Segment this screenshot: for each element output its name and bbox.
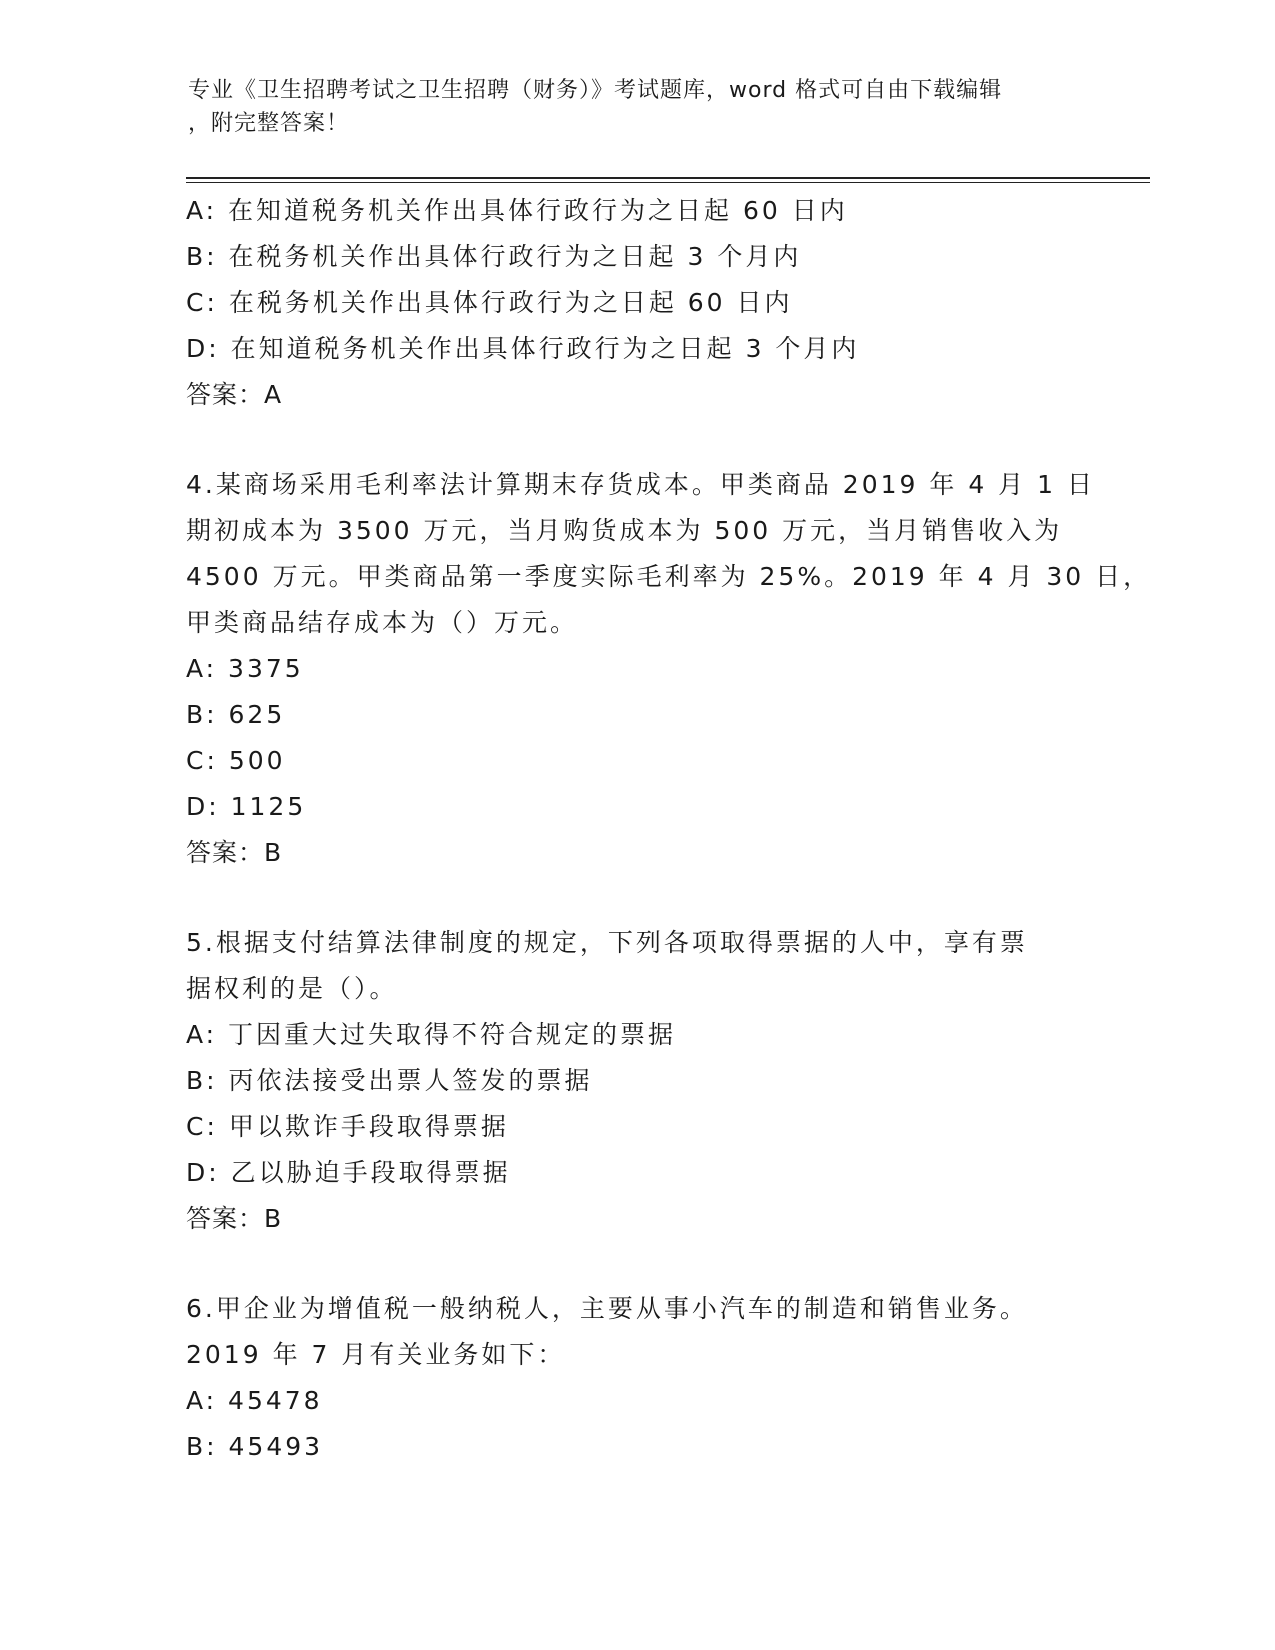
- header-line-1: 专业《卫生招聘考试之卫生招聘（财务）》考试题库，word 格式可自由下载编辑: [188, 78, 1003, 103]
- answer: 答案：A: [186, 380, 283, 409]
- question-text-line: 4500 万元。甲类商品第一季度实际毛利率为 25%。2019 年 4 月 30 日，: [186, 562, 1152, 591]
- question-text-line: 期初成本为 3500 万元，当月购货成本为 500 万元，当月销售收入为: [186, 516, 1063, 545]
- question-4: [186, 462, 1152, 876]
- option-b: B: 45493: [186, 1432, 324, 1461]
- option-b: B: 丙依法接受出票人签发的票据: [186, 1066, 593, 1095]
- question-3: [186, 188, 1086, 418]
- question-6: [186, 1286, 1086, 1470]
- option-d: D: 1125: [186, 792, 307, 821]
- option-d: D: 乙以胁迫手段取得票据: [186, 1158, 511, 1187]
- question-text-line: 甲类商品结存成本为（）万元。: [186, 608, 579, 637]
- option-a: A: 丁因重大过失取得不符合规定的票据: [186, 1020, 677, 1049]
- option-c: C: 在税务机关作出具体行政行为之日起 60 日内: [186, 288, 793, 317]
- option-d: D: 在知道税务机关作出具体行政行为之日起 3 个月内: [186, 334, 860, 363]
- option-c: C: 甲以欺诈手段取得票据: [186, 1112, 509, 1141]
- option-a: A: 3375: [186, 654, 304, 683]
- option-b: B: 625: [186, 700, 286, 729]
- question-text-line: 5.根据支付结算法律制度的规定，下列各项取得票据的人中，享有票: [186, 928, 1028, 957]
- question-5: [186, 920, 1086, 1242]
- option-a: A: 在知道税务机关作出具体行政行为之日起 60 日内: [186, 196, 848, 225]
- document-header: [188, 74, 1068, 140]
- header-line-2: ，附完整答案！: [188, 111, 350, 136]
- header-divider-thick: [186, 177, 1150, 179]
- question-list: [186, 188, 1152, 1470]
- question-text: [186, 920, 1086, 1012]
- option-a: A: 45478: [186, 1386, 323, 1415]
- answer: 答案：B: [186, 1204, 283, 1233]
- question-text: [186, 462, 1152, 646]
- header-divider-thin: [186, 182, 1150, 183]
- option-c: C: 500: [186, 746, 286, 775]
- question-text-line: 6.甲企业为增值税一般纳税人，主要从事小汽车的制造和销售业务。: [186, 1294, 1028, 1323]
- question-text-line: 4.某商场采用毛利率法计算期末存货成本。甲类商品 2019 年 4 月 1 日: [186, 470, 1095, 499]
- option-b: B: 在税务机关作出具体行政行为之日起 3 个月内: [186, 242, 802, 271]
- question-text-line: 2019 年 7 月有关业务如下：: [186, 1340, 566, 1369]
- question-text: [186, 1286, 1086, 1378]
- question-text-line: 据权利的是（）。: [186, 974, 398, 1003]
- answer: 答案：B: [186, 838, 283, 867]
